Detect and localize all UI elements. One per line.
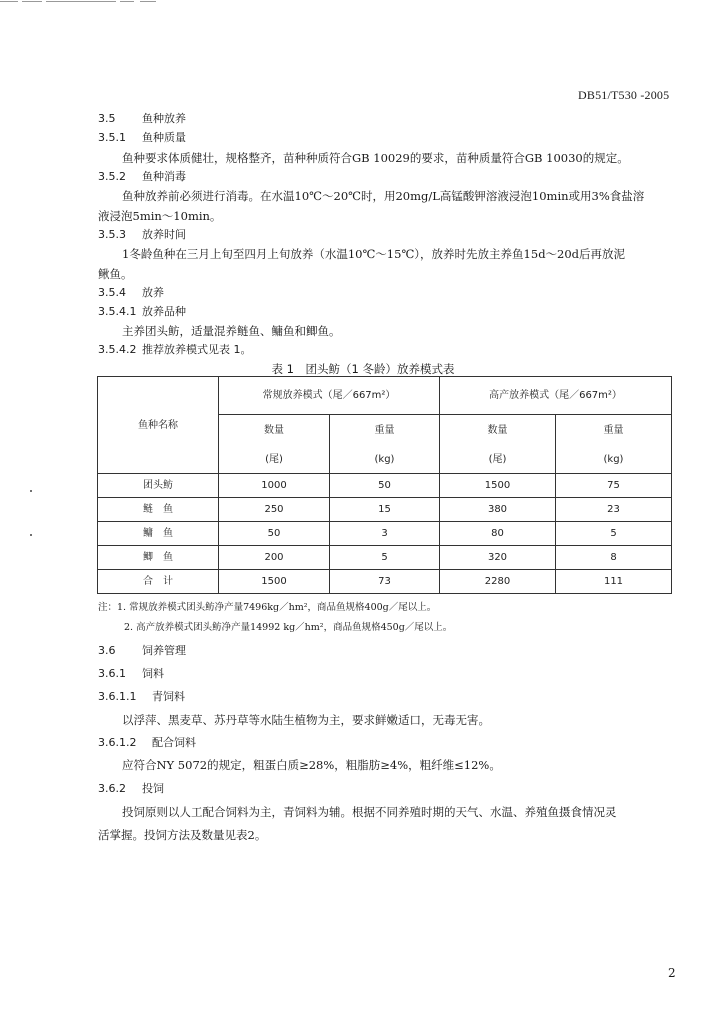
- table-header-weight: 重量: [330, 415, 440, 447]
- table-row: [98, 474, 672, 498]
- table-header-normal-mode: 常规放养模式（尾／667m²）: [219, 377, 440, 415]
- section-heading-3-5-4-2: 3.5.4.2 推荐放养模式见表 1。: [98, 343, 252, 356]
- high-weight-cell: 8: [556, 546, 672, 570]
- table-row: [98, 546, 672, 570]
- normal-count-cell: 200: [219, 546, 330, 570]
- high-count-cell: 80: [440, 522, 556, 546]
- scan-speck: [30, 490, 32, 492]
- table-header-high-mode: 高产放养模式（尾／667m²）: [440, 377, 672, 415]
- stocking-table: [97, 376, 672, 594]
- paragraph-3-6-2-line2: 活掌握。投饲方法及数量见表2。: [98, 828, 267, 842]
- table-unit-count: (尾): [440, 447, 556, 474]
- section-heading-3-6-1-2: 3.6.1.2 配合饲料: [98, 736, 196, 749]
- normal-weight-cell: 15: [330, 498, 440, 522]
- paragraph-3-5-4-1: 主养团头鲂，适量混养鲢鱼、鳙鱼和鲫鱼。: [122, 324, 341, 338]
- high-count-cell: 2280: [440, 570, 556, 594]
- high-count-cell: 320: [440, 546, 556, 570]
- normal-count-cell: 50: [219, 522, 330, 546]
- paragraph-3-5-3-line2: 鳅鱼。: [98, 267, 133, 281]
- table-header-weight: 重量: [556, 415, 672, 447]
- normal-weight-cell: 50: [330, 474, 440, 498]
- normal-weight-cell: 73: [330, 570, 440, 594]
- section-heading-3-5-4-1: 3.5.4.1 放养品种: [98, 305, 186, 318]
- scan-speck: [30, 534, 32, 536]
- section-heading-3-5-3: 3.5.3 放养时间: [98, 228, 186, 241]
- table-unit-weight: (kg): [556, 447, 672, 474]
- table-header-fish-name: 鱼种名称: [98, 377, 219, 474]
- section-heading-3-5-2: 3.5.2 鱼种消毒: [98, 170, 186, 183]
- high-weight-cell: 111: [556, 570, 672, 594]
- table-row: [98, 522, 672, 546]
- normal-count-cell: 1000: [219, 474, 330, 498]
- paragraph-3-6-2-line1: 投饲原则以人工配合饲料为主，青饲料为辅。根据不同养殖时期的天气、水温、养殖鱼摄食情况灵: [122, 805, 617, 819]
- paragraph-3-5-2-line2: 液浸泡5min～10min。: [98, 209, 222, 223]
- fish-name-cell: 团头鲂: [98, 474, 219, 498]
- table-row-total: [98, 570, 672, 594]
- normal-count-cell: 250: [219, 498, 330, 522]
- normal-weight-cell: 3: [330, 522, 440, 546]
- section-heading-3-5: 3.5 鱼种放养: [98, 112, 186, 125]
- top-rule: [0, 0, 160, 3]
- section-heading-3-6-1-1: 3.6.1.1 青饲料: [98, 690, 185, 703]
- table-unit-weight: (kg): [330, 447, 440, 474]
- fish-name-cell: 鲢 鱼: [98, 498, 219, 522]
- table-note-1: 注：1. 常规放养模式团头鲂净产量7496kg／hm²，商品鱼规格400g／尾以上。: [98, 602, 437, 613]
- section-heading-3-6-2: 3.6.2 投饲: [98, 782, 164, 795]
- table-header-count: 数量: [440, 415, 556, 447]
- fish-name-cell: 合 计: [98, 570, 219, 594]
- page-number: 2: [668, 966, 676, 980]
- high-weight-cell: 23: [556, 498, 672, 522]
- fish-name-cell: 鳙 鱼: [98, 522, 219, 546]
- section-heading-3-5-4: 3.5.4 放养: [98, 286, 164, 299]
- normal-weight-cell: 5: [330, 546, 440, 570]
- normal-count-cell: 1500: [219, 570, 330, 594]
- high-count-cell: 1500: [440, 474, 556, 498]
- paragraph-3-5-3-line1: 1冬龄鱼种在三月上旬至四月上旬放养（水温10℃～15℃），放养时先放主养鱼15d～20d后再放泥: [122, 247, 626, 261]
- table-row: [98, 498, 672, 522]
- fish-name-cell: 鲫 鱼: [98, 546, 219, 570]
- paragraph-3-5-2-line1: 鱼种放养前必须进行消毒。在水温10℃～20℃时，用20mg/L高锰酸钾溶液浸泡10min或用3%食盐溶: [122, 189, 645, 203]
- section-heading-3-6: 3.6 饲养管理: [98, 644, 186, 657]
- table-caption: 表 1 团头鲂（1 冬龄）放养模式表: [271, 362, 455, 376]
- table-note-2: 2. 高产放养模式团头鲂净产量14992 kg／hm²，商品鱼规格450g／尾以上。: [124, 622, 453, 633]
- high-count-cell: 380: [440, 498, 556, 522]
- paragraph-3-5-1: 鱼种要求体质健壮，规格整齐，苗种种质符合GB 10029的要求，苗种质量符合GB 10030的规定。: [122, 151, 629, 165]
- table-header-count: 数量: [219, 415, 330, 447]
- paragraph-3-6-1-1: 以浮萍、黑麦草、苏丹草等水陆生植物为主，要求鲜嫩适口，无毒无害。: [122, 713, 490, 727]
- table-unit-count: (尾): [219, 447, 330, 474]
- section-heading-3-6-1: 3.6.1 饲料: [98, 667, 164, 680]
- paragraph-3-6-1-2: 应符合NY 5072的规定，粗蛋白质≥28%，粗脂肪≥4%，粗纤维≤12%。: [122, 758, 501, 772]
- section-heading-3-5-1: 3.5.1 鱼种质量: [98, 131, 186, 144]
- high-weight-cell: 5: [556, 522, 672, 546]
- document-id: DB51/T530 -2005: [578, 88, 670, 102]
- high-weight-cell: 75: [556, 474, 672, 498]
